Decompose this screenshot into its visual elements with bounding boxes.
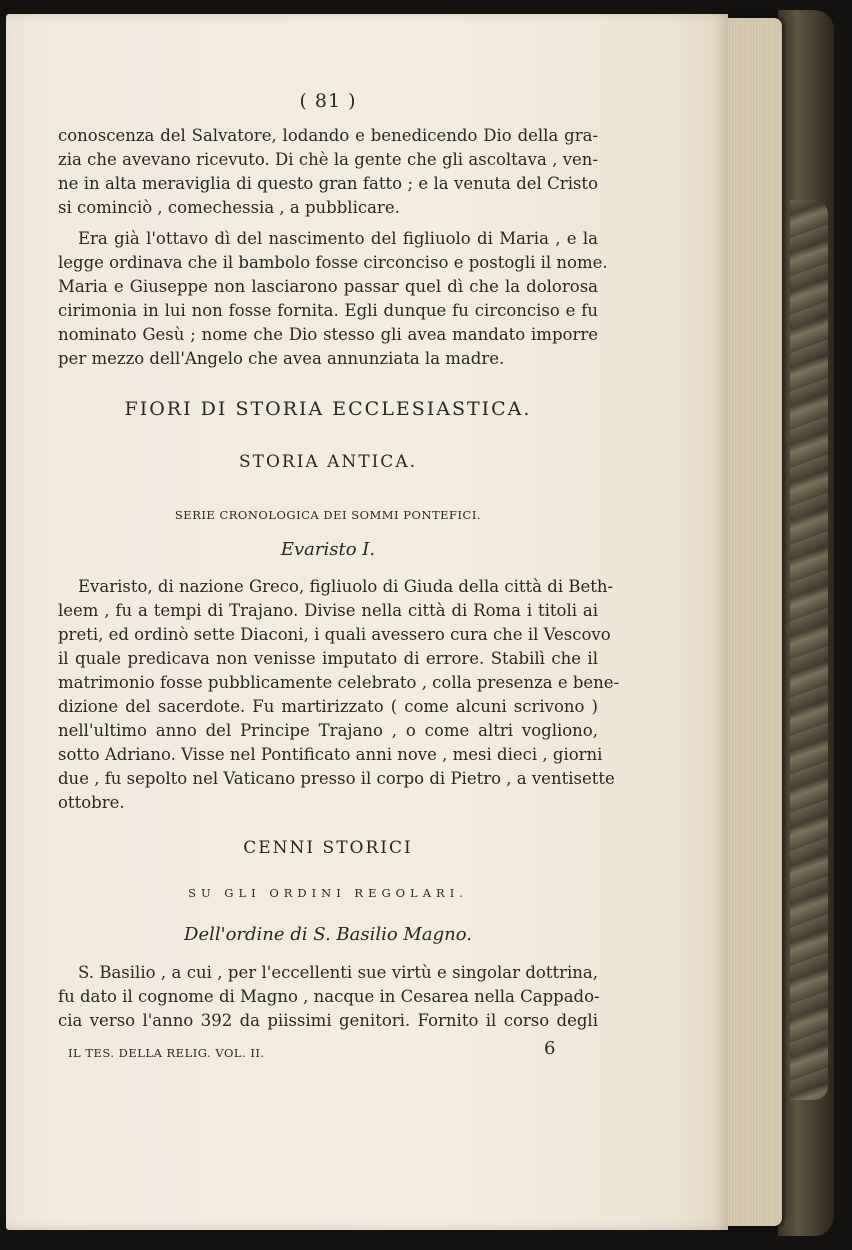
- text-line: cirimonia in lui non fosse fornita. Egli dunque fu circonciso e fu: [58, 301, 598, 320]
- text-line: Era già l'ottavo dì del nascimento del figliuolo di Maria , e la: [78, 229, 598, 248]
- pope-heading: Evaristo I.: [280, 539, 376, 560]
- text-line: fu dato il cognome di Magno , nacque in Cesarea nella Cappado-: [58, 987, 600, 1006]
- section-subheading: SU GLI ORDINI REGOLARI.: [188, 886, 468, 900]
- text-line: per mezzo dell'Angelo che avea annunziata la madre.: [58, 349, 505, 368]
- text-line: dizione del sacerdote. Fu martirizzato ( come alcuni scrivono ): [58, 697, 598, 716]
- series-heading: SERIE CRONOLOGICA DEI SOMMI PONTEFICI.: [174, 508, 482, 522]
- text-line: sotto Adriano. Visse nel Pontificato anni nove , mesi dieci , giorni: [58, 745, 603, 764]
- text-line: zia che avevano ricevuto. Di chè la gente che gli ascoltava , ven-: [58, 150, 598, 169]
- text-line: si cominciò , comechessia , a pubblicare.: [58, 198, 400, 217]
- text-line: due , fu sepolto nel Vaticano presso il corpo di Pietro , a ventisette: [58, 769, 615, 788]
- text-line: il quale predicava non venisse imputato di errore. Stabilì che il: [58, 649, 598, 668]
- text-line: ottobre.: [58, 793, 125, 812]
- text-line: conoscenza del Salvatore, lodando e benedicendo Dio della gra-: [58, 126, 598, 145]
- page-edges: [724, 18, 782, 1226]
- page-number: ( 81 ): [299, 90, 357, 112]
- text-line: leem , fu a tempi di Trajano. Divise nella città di Roma i titoli ai: [58, 601, 598, 620]
- order-heading: Dell'ordine di S. Basilio Magno.: [184, 924, 472, 945]
- text-line: legge ordinava che il bambolo fosse circonciso e postogli il nome.: [58, 253, 608, 272]
- text-line: ne in alta meraviglia di questo gran fatto ; e la venuta del Cristo: [58, 174, 598, 193]
- text-line: Maria e Giuseppe non lasciarono passar quel dì che la dolorosa: [58, 277, 598, 296]
- footer-signature: IL TES. DELLA RELIG. VOL. II.: [68, 1046, 265, 1060]
- marbled-cover-edge: [790, 200, 828, 1100]
- section-heading: FIORI DI STORIA ECCLESIASTICA.: [124, 398, 532, 420]
- text-line: cia verso l'anno 392 da piissimi genitori. Fornito il corso degli: [58, 1011, 598, 1030]
- text-line: preti, ed ordinò sette Diaconi, i quali avessero cura che il Vescovo: [58, 625, 611, 644]
- text-line: matrimonio fosse pubblicamente celebrato , colla presenza e bene-: [58, 673, 620, 692]
- text-line: Evaristo, di nazione Greco, figliuolo di Giuda della città di Beth-: [78, 577, 614, 596]
- text-line: S. Basilio , a cui , per l'eccellenti sue virtù e singolar dottrina,: [78, 963, 598, 982]
- footer-gathering-number: 6: [544, 1038, 556, 1059]
- book-page: [6, 14, 728, 1230]
- section-heading: CENNI STORICI: [243, 838, 413, 858]
- section-subheading: STORIA ANTICA.: [238, 452, 417, 472]
- text-line: nominato Gesù ; nome che Dio stesso gli avea mandato imporre: [58, 325, 598, 344]
- text-line: nell'ultimo anno del Principe Trajano , o come altri vogliono,: [58, 721, 598, 740]
